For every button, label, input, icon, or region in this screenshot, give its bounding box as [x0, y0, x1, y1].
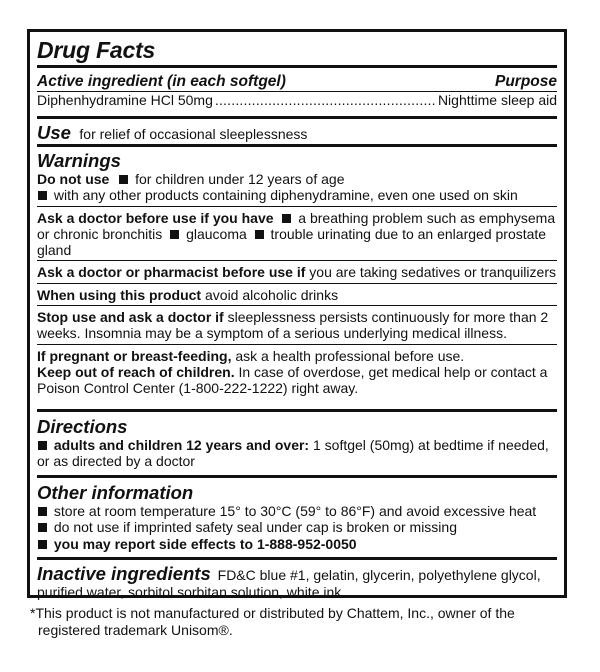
bullet-square	[38, 507, 47, 516]
footnote-line: *This product is not manufactured or distributed by Chattem, Inc., owner of the	[30, 605, 515, 621]
pregnancy-and-children-block	[37, 345, 557, 397]
keep-out-label: Keep out of reach of children.	[37, 363, 235, 380]
bullet-square	[38, 523, 47, 532]
do-not-use-item: for children under 12 years of age	[135, 171, 345, 187]
when-using-block	[37, 284, 557, 306]
purpose-heading: Purpose	[494, 73, 557, 90]
ingredient-name: Diphenhydramine HCl 50mg	[37, 92, 213, 109]
active-header-row	[37, 74, 557, 92]
page-title: Drug Facts	[37, 37, 156, 63]
keep-out-text: Poison Control Center (1-800-222-1222) right away.	[37, 380, 359, 397]
leader-dots	[215, 92, 436, 108]
drug-facts-label	[27, 29, 567, 598]
ingredient-purpose: Nighttime sleep aid	[437, 92, 557, 109]
other-information-section	[37, 478, 557, 560]
ask-pharmacist-text: you are taking sedatives or tranquilizers	[309, 264, 556, 281]
directions-text: or as directed by a doctor	[37, 453, 195, 470]
stop-use-text: weeks. Insomnia may be a symptom of a serious underlying medical illness.	[37, 325, 507, 342]
inactive-ingredients-heading: Inactive ingredients	[37, 563, 211, 584]
stop-use-label: Stop use and ask a doctor if	[37, 309, 224, 326]
directions-heading: Directions	[37, 416, 128, 437]
ask-doctor-item: glaucoma	[186, 225, 247, 242]
directions-label: adults and children 12 years and over:	[53, 437, 310, 453]
bullet-square	[255, 230, 264, 239]
do-not-use-block	[37, 171, 557, 207]
ask-doctor-item: or chronic bronchitis	[37, 225, 163, 242]
bullet-square	[38, 540, 47, 549]
stop-use-block	[37, 306, 557, 345]
directions-text: 1 softgel (50mg) at bedtime if needed,	[312, 437, 549, 453]
use-heading: Use	[37, 122, 71, 143]
ask-doctor-item: trouble urinating due to an enlarged prostate	[270, 225, 547, 242]
inactive-ingredients-text: FD&C blue #1, gelatin, glycerin, polyethylene glycol,	[217, 567, 541, 583]
ask-doctor-item: a breathing problem such as emphysema	[298, 209, 556, 226]
pregnant-label: If pregnant or breast-feeding,	[37, 347, 232, 364]
other-item: do not use if imprinted safety seal under cap is broken or missing	[53, 519, 457, 536]
title-section	[37, 32, 557, 68]
warnings-heading: Warnings	[37, 150, 121, 171]
ask-doctor-item: gland	[37, 242, 72, 259]
when-using-label: When using this product	[37, 286, 202, 303]
bullet-square	[170, 230, 179, 239]
active-ingredient-heading: Active ingredient (in each softgel)	[37, 73, 286, 90]
use-section	[37, 119, 557, 147]
bullet-square	[282, 214, 291, 223]
active-ingredient-row	[37, 92, 557, 108]
bullet-square	[119, 175, 128, 184]
active-ingredient-section	[37, 68, 557, 119]
stop-use-text: sleeplessness persists continuously for more than 2	[227, 309, 549, 326]
ask-pharmacist-label: Ask a doctor or pharmacist before use if	[37, 264, 306, 281]
use-text: for relief of occasional sleeplessness	[79, 126, 308, 142]
ask-doctor-block	[37, 207, 557, 262]
inactive-ingredients-text: purified water, sorbitol sorbitan solution, white ink	[37, 584, 342, 600]
ask-pharmacist-block	[37, 261, 557, 283]
directions-section	[37, 412, 557, 478]
bullet-square	[38, 191, 47, 200]
do-not-use-label: Do not use	[37, 171, 110, 187]
other-item: you may report side effects to 1-888-952-0050	[53, 535, 357, 552]
bullet-square	[38, 441, 47, 450]
other-information-heading: Other information	[37, 482, 194, 503]
do-not-use-item: with any other products containing diphenydramine, even one used on skin	[53, 187, 518, 204]
warnings-section	[37, 147, 557, 412]
ask-doctor-label: Ask a doctor before use if you have	[37, 209, 274, 226]
other-item: store at room temperature 15° to 30°C (59° to 86°F) and avoid excessive heat	[53, 503, 537, 519]
footnote	[30, 605, 570, 639]
pregnant-text: ask a health professional before use.	[235, 347, 465, 364]
keep-out-text: In case of overdose, get medical help or contact a	[238, 363, 548, 380]
inactive-ingredients-section	[37, 560, 557, 600]
when-using-text: avoid alcoholic drinks	[205, 286, 339, 303]
footnote-line: registered trademark Unisom®.	[38, 622, 233, 638]
